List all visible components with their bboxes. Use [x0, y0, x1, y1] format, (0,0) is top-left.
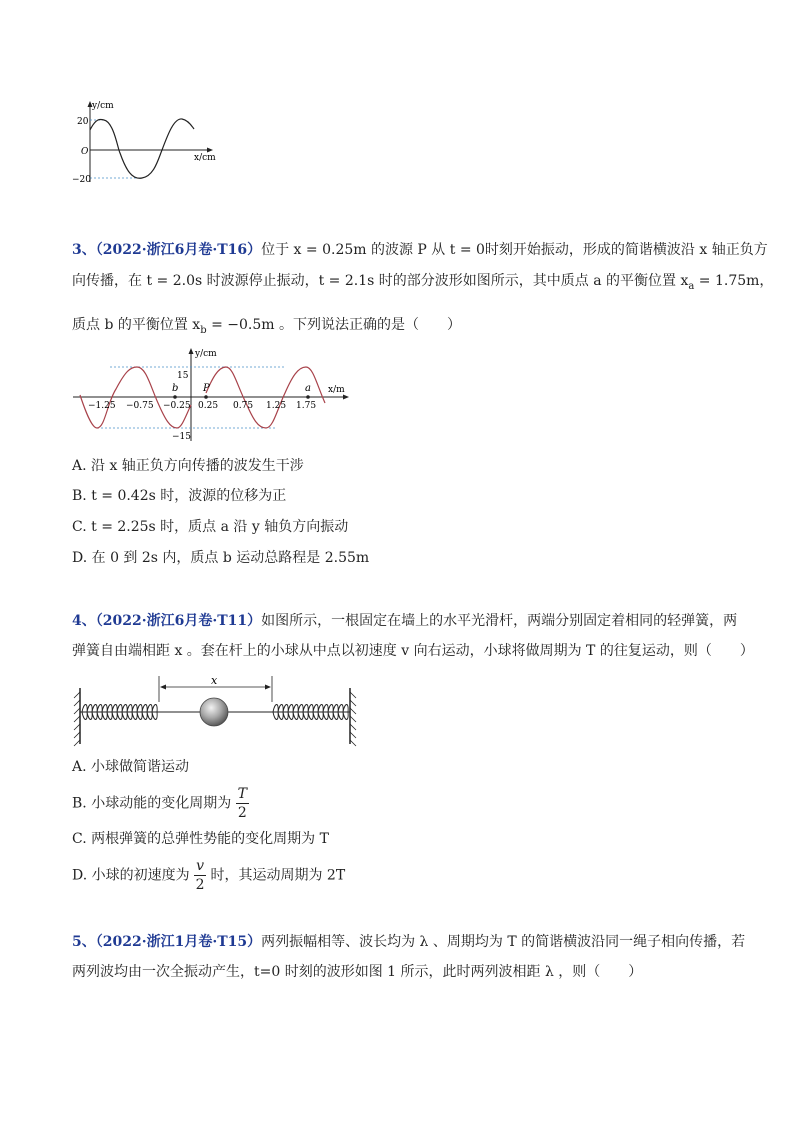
frac-den: 2 [237, 805, 247, 821]
q3-line1 [72, 240, 768, 260]
label-ybot: −15 [172, 432, 191, 442]
q4-head: 4、（2022·浙江6月卷·T11） [72, 613, 262, 629]
q4-text2: 弹簧自由端相距 x 。套在杆上的小球从中点以初速度 v 向右运动，小球将做周期为 T 的往复运动，则（ ） [72, 643, 754, 659]
ball [200, 698, 228, 726]
label-ylabel: y/cm [195, 349, 217, 359]
q3-head: 3、（2022·浙江6月卷·T16） [72, 242, 262, 258]
fig1-ylabel: y/cm [92, 101, 114, 111]
frac-num: v [196, 858, 205, 874]
fig1-ybottom: −20 [72, 175, 91, 185]
tick-075: 0.75 [233, 401, 254, 411]
q3-option-c: C. t = 2.25s 时，质点 a 沿 y 轴负方向振动 [72, 519, 349, 535]
fraction-t-over-2 [236, 785, 249, 822]
fig1-origin: O [81, 147, 89, 157]
q3-sub-b: b [200, 324, 207, 336]
dimension-label: x [211, 674, 218, 687]
y-arrow [189, 348, 194, 354]
q3-text2: 向传播，在 t = 2.0s 时波源停止振动，t = 2.1s 时的部分波形如图所示，其中质点 a 的平衡位置 x [72, 273, 689, 289]
q3-text2-end: = 1.75m， [694, 273, 774, 289]
q4-text1: 如图所示，一根固定在墙上的水平光滑杆，两端分别固定着相同的轻弹簧，两 [261, 613, 738, 629]
label-a: a [305, 383, 311, 394]
tick-neg125: −1.25 [88, 401, 116, 411]
q3-text1: 位于 x = 0.25m 的波源 P 从 t = 0时刻开始振动，形成的简谐横波沿 x 轴正负方 [261, 242, 768, 258]
q5-line1 [72, 932, 745, 952]
label-p: P [203, 383, 210, 394]
q5-text1: 两列振幅相等、波长均为 λ 、周期均为 T 的简谐横波沿同一绳子相向传播，若 [261, 934, 746, 950]
label-b: b [172, 383, 179, 394]
q5-line2 [72, 962, 642, 982]
q4-optd-text: D. 小球的初速度为 [72, 867, 190, 884]
q3-text3-end: = −0.5m 。下列说法正确的是（ ） [206, 317, 461, 333]
tick-labels [88, 401, 316, 411]
q4-optb-text: B. 小球动能的变化周期为 [72, 795, 232, 812]
q4-option-a: A. 小球做简谐运动 [72, 759, 190, 775]
x-arrow [207, 148, 213, 153]
tick-025: 0.25 [198, 401, 219, 411]
tick-neg075: −0.75 [126, 401, 154, 411]
label-ytop: 15 [177, 371, 189, 381]
q5-text2: 两列波均由一次全振动产生，t=0 时刻的波形如图 1 所示，此时两列波相距 λ ，则（ ） [72, 964, 643, 980]
figure-springs-q4 [70, 670, 370, 750]
q3-option-a: A. 沿 x 轴正负方向传播的波发生干涉 [72, 458, 304, 474]
q3-text3: 质点 b 的平衡位置 x [72, 317, 201, 333]
label-xlabel: x/m [328, 385, 345, 395]
q4-option-c: C. 两根弹簧的总弹性势能的变化周期为 T [72, 831, 329, 847]
q5-head: 5、（2022·浙江1月卷·T15） [72, 934, 262, 950]
figure-wave-q3 [70, 345, 360, 445]
frac-den: 2 [195, 877, 205, 893]
sine-curve [90, 119, 194, 178]
q4-option-b [72, 785, 249, 822]
wall-left-hatch [74, 692, 80, 746]
tick-neg025: −0.25 [163, 401, 191, 411]
q4-line1 [72, 611, 737, 631]
tick-125: 1.25 [266, 401, 287, 411]
point-p [204, 395, 208, 399]
fig1-ytop: 20 [77, 117, 89, 127]
dim-arrow-left [160, 685, 166, 690]
q4-optd-post: 时，其运动周期为 2T [210, 867, 346, 884]
point-a [306, 395, 310, 399]
q3-line2 [72, 271, 773, 297]
point-b [173, 395, 177, 399]
fraction-v-over-2 [194, 857, 206, 894]
dim-arrow-right [265, 685, 271, 690]
wall-right-hatch [350, 692, 356, 746]
tick-175: 1.75 [296, 401, 317, 411]
frac-num: T [237, 786, 247, 802]
q4-option-d [72, 857, 345, 894]
fig1-xlabel: x/cm [194, 153, 216, 163]
q3-sub-a: a [688, 280, 695, 292]
q3-line3 [72, 315, 461, 341]
figure-sine-1 [70, 98, 230, 188]
q3-option-d: D. 在 0 到 2s 内，质点 b 运动总路程是 2.55m [72, 550, 370, 566]
x-arrow [343, 395, 349, 400]
q3-option-b: B. t = 0.42s 时，波源的位移为正 [72, 488, 287, 504]
q4-line2 [72, 641, 754, 661]
